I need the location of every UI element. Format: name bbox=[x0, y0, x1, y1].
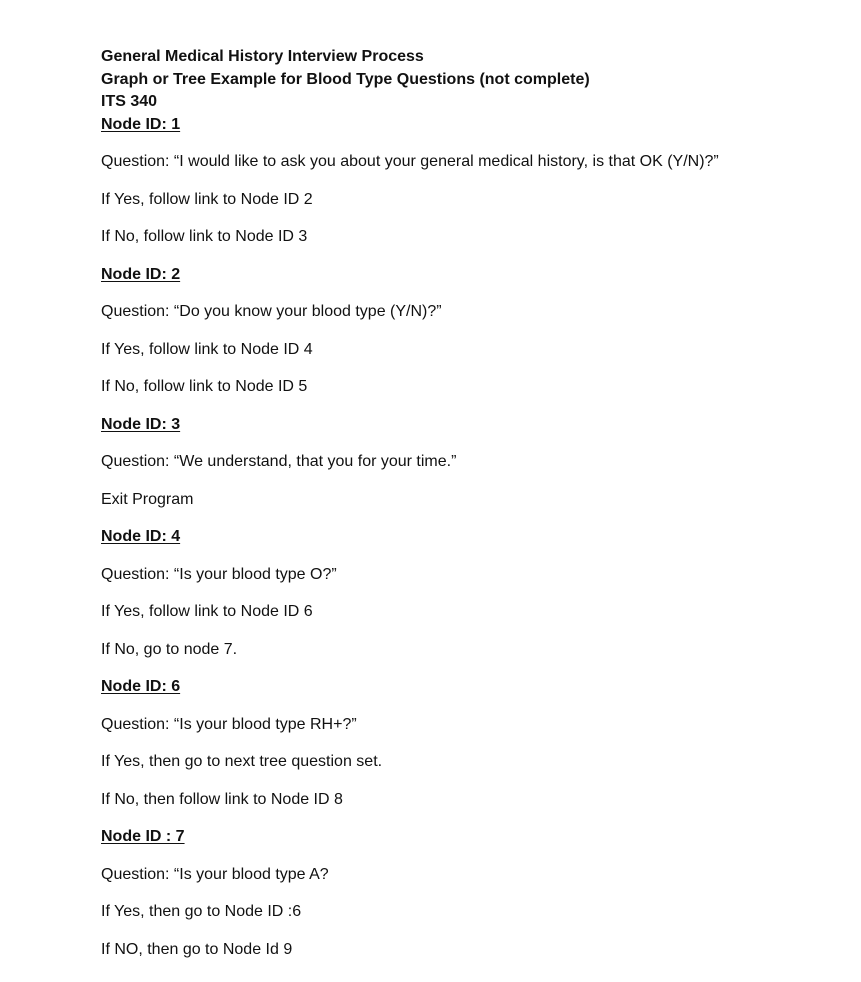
node-content bbox=[101, 151, 801, 961]
node-heading: Node ID : 7 bbox=[101, 828, 185, 845]
course-code: ITS 340 bbox=[101, 93, 158, 110]
body-line: If Yes, follow link to Node ID 2 bbox=[101, 190, 313, 208]
node-heading: Node ID: 2 bbox=[101, 265, 181, 283]
node-heading: Node ID: 4 bbox=[101, 528, 181, 545]
body-line: Question: “Do you know your blood type (Y/N)?” bbox=[101, 303, 442, 320]
body-line: If No, follow link to Node ID 3 bbox=[101, 228, 308, 245]
document-title: General Medical History Interview Process bbox=[101, 48, 424, 65]
body-line: If No, follow link to Node ID 5 bbox=[101, 378, 308, 395]
body-line: If Yes, then go to Node ID :6 bbox=[101, 903, 302, 920]
node-heading: Node ID: 1 bbox=[101, 115, 181, 133]
body-line: Exit Program bbox=[101, 490, 194, 508]
body-line: If Yes, follow link to Node ID 4 bbox=[101, 340, 313, 358]
body-line: If Yes, follow link to Node ID 6 bbox=[101, 603, 313, 620]
body-line: Question: “I would like to ask you about your general medical history, is that OK (Y/N)?” bbox=[101, 153, 719, 170]
body-line: Question: “Is your blood type RH+?” bbox=[101, 715, 357, 733]
body-line: If No, go to node 7. bbox=[101, 640, 238, 658]
document-subtitle: Graph or Tree Example for Blood Type Questions (not complete) bbox=[101, 70, 590, 88]
body-line: Question: “Is your blood type A? bbox=[101, 865, 329, 883]
node-heading: Node ID: 3 bbox=[101, 415, 181, 433]
body-line: Question: “We understand, that you for your time.” bbox=[101, 453, 457, 470]
body-line: If Yes, then go to next tree question set. bbox=[101, 753, 383, 770]
document-page bbox=[101, 46, 801, 976]
body-line: If NO, then go to Node Id 9 bbox=[101, 940, 293, 958]
node-heading: Node ID: 6 bbox=[101, 678, 181, 695]
body-line: If No, then follow link to Node ID 8 bbox=[101, 790, 343, 808]
body-line: Question: “Is your blood type O?” bbox=[101, 565, 337, 583]
